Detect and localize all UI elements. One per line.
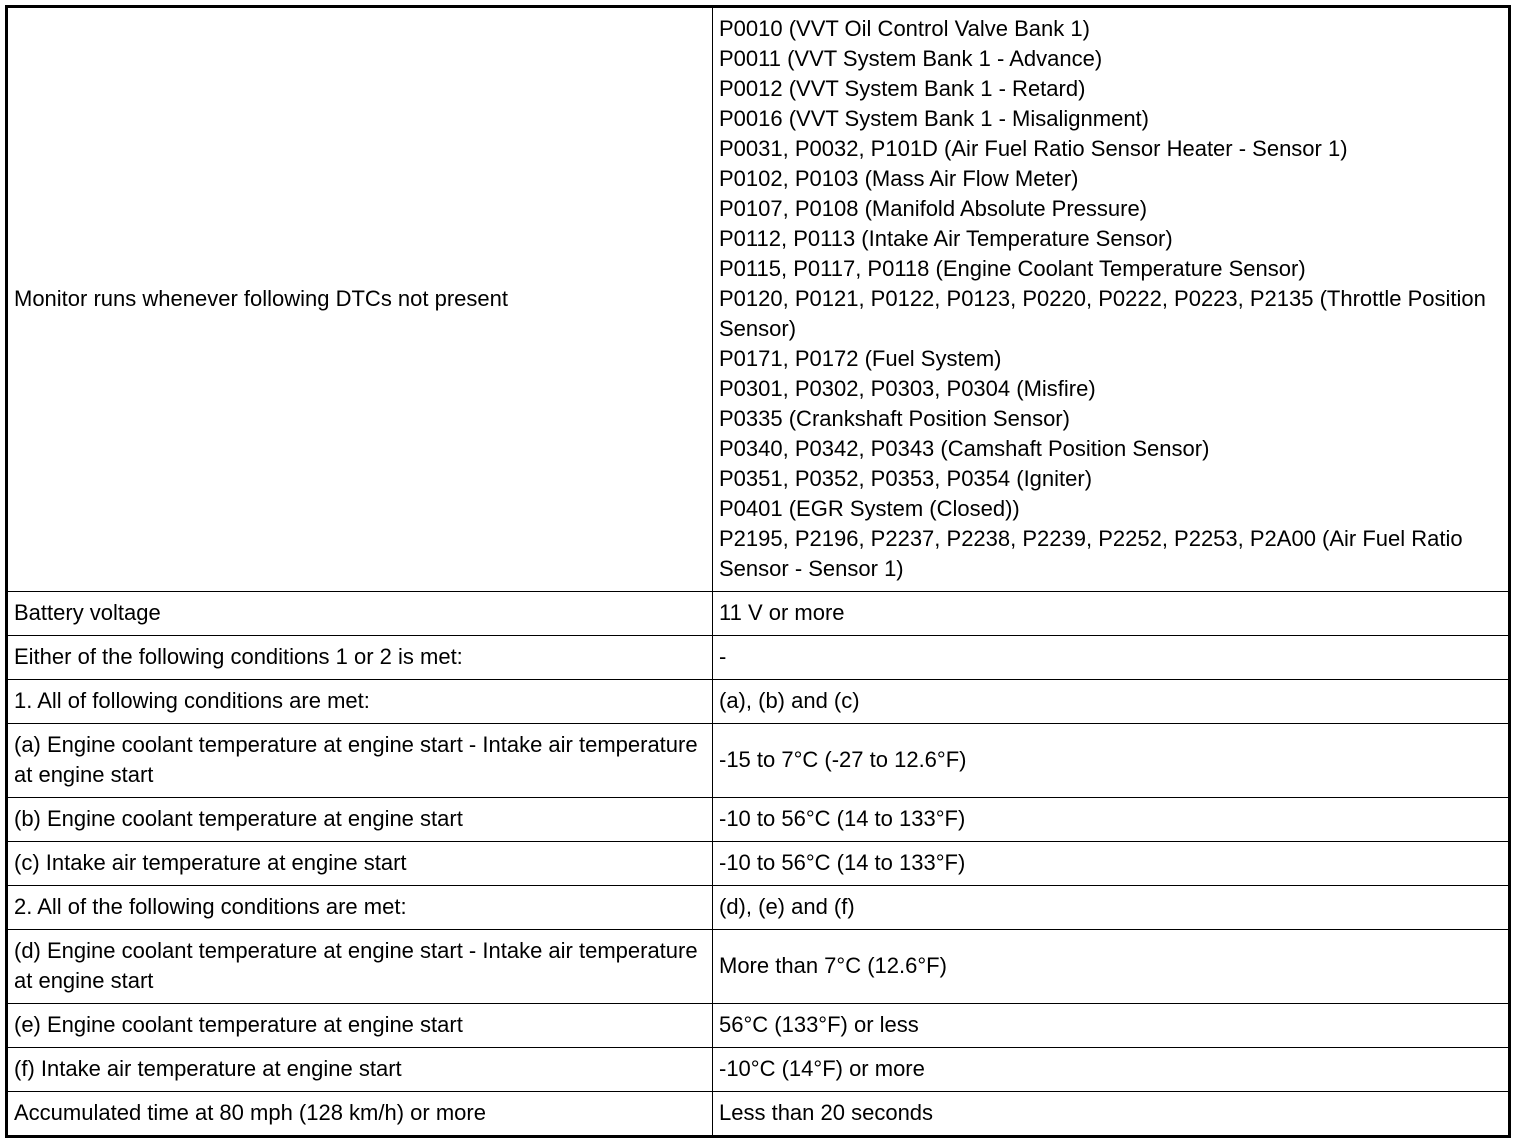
monitor-conditions-table xyxy=(5,5,1511,1138)
condition-cell: (f) Intake air temperature at engine start xyxy=(7,1048,713,1092)
dtc-line: P0171, P0172 (Fuel System) xyxy=(719,346,1002,371)
condition-cell: (c) Intake air temperature at engine start xyxy=(7,842,713,886)
value-cell: -10°C (14°F) or more xyxy=(713,1048,1510,1092)
table-row xyxy=(7,798,1510,842)
condition-cell: 2. All of the following conditions are met: xyxy=(7,886,713,930)
condition-cell: Accumulated time at 80 mph (128 km/h) or more xyxy=(7,1092,713,1137)
dtc-line: P2195, P2196, P2237, P2238, P2239, P2252, P2253, P2A00 (Air Fuel Ratio Sensor - Sensor 1) xyxy=(719,526,1463,581)
dtc-line: P0102, P0103 (Mass Air Flow Meter) xyxy=(719,166,1079,191)
table-row xyxy=(7,680,1510,724)
dtc-line: P0112, P0113 (Intake Air Temperature Sensor) xyxy=(719,226,1173,251)
table-row xyxy=(7,592,1510,636)
dtc-list-cell xyxy=(713,7,1510,592)
value-cell: - xyxy=(713,636,1510,680)
table-row xyxy=(7,1004,1510,1048)
dtc-line: P0031, P0032, P101D (Air Fuel Ratio Sensor Heater - Sensor 1) xyxy=(719,136,1348,161)
condition-cell: (a) Engine coolant temperature at engine start - Intake air temperature at engine start xyxy=(7,724,713,798)
value-cell: (d), (e) and (f) xyxy=(713,886,1510,930)
dtc-line: P0107, P0108 (Manifold Absolute Pressure) xyxy=(719,196,1148,221)
value-cell: More than 7°C (12.6°F) xyxy=(713,930,1510,1004)
table-row xyxy=(7,1092,1510,1137)
table-row xyxy=(7,886,1510,930)
table-row xyxy=(7,636,1510,680)
dtc-line: P0011 (VVT System Bank 1 - Advance) xyxy=(719,46,1103,71)
dtc-line: P0335 (Crankshaft Position Sensor) xyxy=(719,406,1070,431)
table-row xyxy=(7,724,1510,798)
condition-cell: (d) Engine coolant temperature at engine start - Intake air temperature at engine start xyxy=(7,930,713,1004)
dtc-line: P0340, P0342, P0343 (Camshaft Position Sensor) xyxy=(719,436,1210,461)
dtc-line: P0351, P0352, P0353, P0354 (Igniter) xyxy=(719,466,1093,491)
condition-cell: Battery voltage xyxy=(7,592,713,636)
dtc-line: P0120, P0121, P0122, P0123, P0220, P0222, P0223, P2135 (Throttle Position Sensor) xyxy=(719,286,1486,341)
value-cell: (a), (b) and (c) xyxy=(713,680,1510,724)
value-cell: -10 to 56°C (14 to 133°F) xyxy=(713,798,1510,842)
value-cell: Less than 20 seconds xyxy=(713,1092,1510,1137)
table-row xyxy=(7,7,1510,592)
dtc-line: P0012 (VVT System Bank 1 - Retard) xyxy=(719,76,1086,101)
table-row xyxy=(7,842,1510,886)
condition-cell: (b) Engine coolant temperature at engine start xyxy=(7,798,713,842)
value-cell: 56°C (133°F) or less xyxy=(713,1004,1510,1048)
condition-cell: (e) Engine coolant temperature at engine start xyxy=(7,1004,713,1048)
dtc-line: P0401 (EGR System (Closed)) xyxy=(719,496,1020,521)
dtc-line: P0301, P0302, P0303, P0304 (Misfire) xyxy=(719,376,1096,401)
value-cell: -10 to 56°C (14 to 133°F) xyxy=(713,842,1510,886)
dtc-line: P0115, P0117, P0118 (Engine Coolant Temperature Sensor) xyxy=(719,256,1306,281)
table-row xyxy=(7,930,1510,1004)
value-cell: -15 to 7°C (-27 to 12.6°F) xyxy=(713,724,1510,798)
table-row xyxy=(7,1048,1510,1092)
dtc-line: P0010 (VVT Oil Control Valve Bank 1) xyxy=(719,16,1090,41)
condition-cell: 1. All of following conditions are met: xyxy=(7,680,713,724)
condition-cell: Either of the following conditions 1 or 2 is met: xyxy=(7,636,713,680)
dtc-line: P0016 (VVT System Bank 1 - Misalignment) xyxy=(719,106,1149,131)
condition-cell: Monitor runs whenever following DTCs not present xyxy=(7,7,713,592)
value-cell: 11 V or more xyxy=(713,592,1510,636)
